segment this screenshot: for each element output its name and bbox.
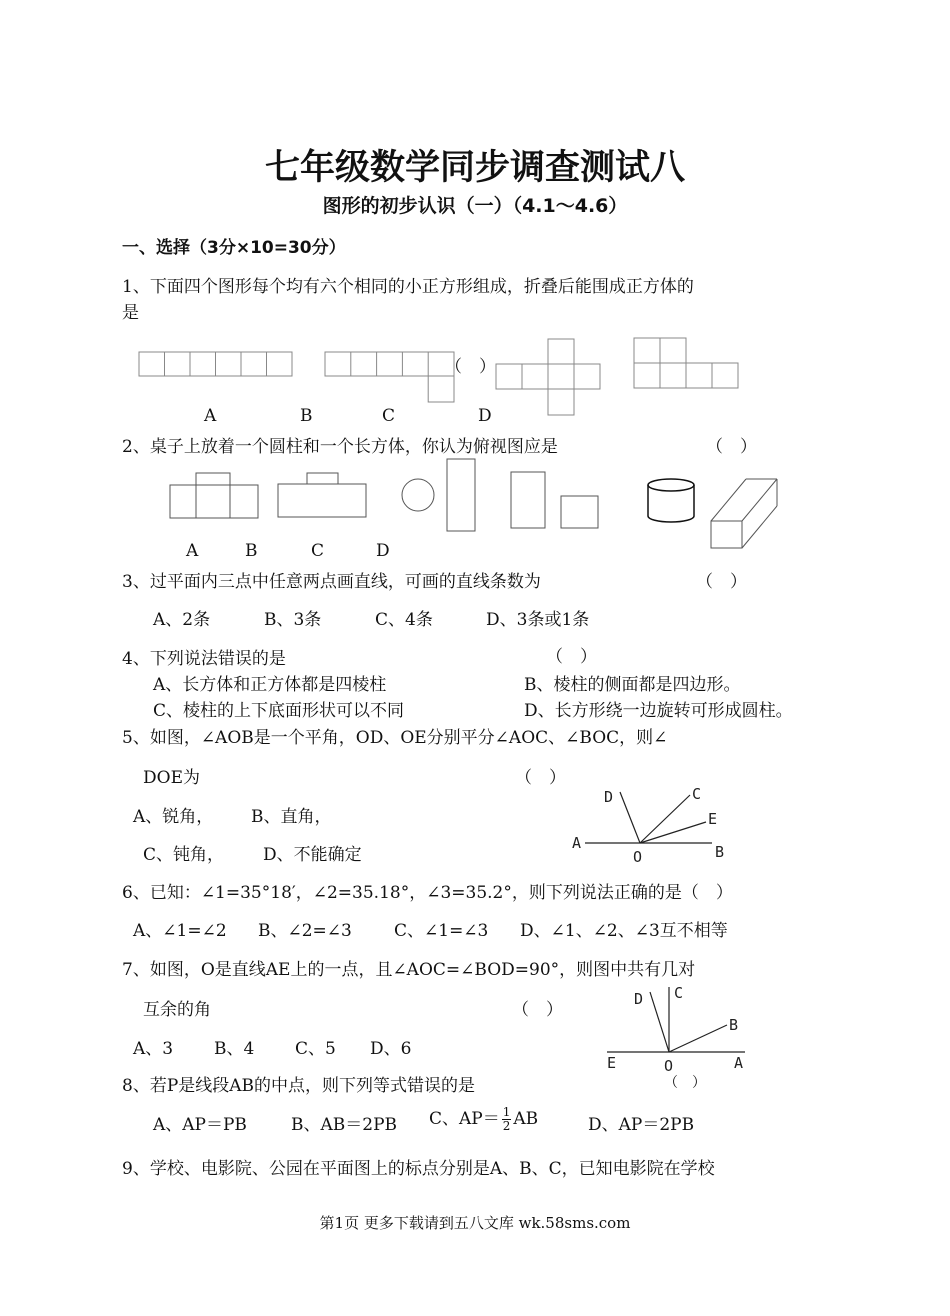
ray-od bbox=[650, 992, 669, 1052]
q5-fig-label-e: E bbox=[708, 810, 718, 828]
page-footer: 第1页 更多下载请到五八文库 wk.58sms.com bbox=[319, 1214, 631, 1232]
question-5-text: 5、如图，∠AOB是一个平角，OD、OE分别平分∠AOC、∠BOC，则∠ bbox=[122, 728, 668, 748]
q8-option-d: D、AP＝2PB bbox=[588, 1115, 695, 1135]
page-subtitle: 图形的初步认识（一）（4.1～4.6） bbox=[322, 195, 628, 217]
fraction-one-half bbox=[502, 1106, 512, 1133]
q7-fig-label-o: O bbox=[664, 1057, 674, 1075]
q7-answer-paren: （ ） bbox=[512, 1000, 563, 1020]
q3-option-c: C、4条 bbox=[375, 610, 433, 630]
q5-fig-label-c: C bbox=[692, 785, 702, 803]
question-7-text: 7、如图，O是直线AE上的一点，且∠AOC=∠BOD=90°，则图中共有几对 bbox=[122, 960, 696, 980]
q2-label-a: A bbox=[186, 541, 199, 561]
q6-option-b: B、∠2=∠3 bbox=[258, 921, 352, 941]
question-5-text-cont: DOE为 bbox=[143, 768, 200, 788]
q2-label-c: C bbox=[311, 541, 325, 561]
q8-option-a: A、AP＝PB bbox=[153, 1115, 247, 1135]
q3-answer-paren: （ ） bbox=[696, 572, 747, 592]
question-4-text: 4、下列说法错误的是 bbox=[122, 649, 286, 669]
q8-option-c bbox=[429, 1104, 538, 1133]
q7-fig-label-b: B bbox=[729, 1016, 739, 1034]
q7-fig-label-d: D bbox=[634, 990, 644, 1008]
q2-label-b: B bbox=[245, 541, 258, 561]
question-9-text: 9、学校、电影院、公园在平面图上的标点分别是A、B、C，已知电影院在学校 bbox=[122, 1159, 715, 1179]
q7-fig-label-a: A bbox=[734, 1054, 744, 1072]
question-3-text: 3、过平面内三点中任意两点画直线，可画的直线条数为 bbox=[122, 572, 541, 592]
q3-option-b: B、3条 bbox=[264, 610, 322, 630]
q2-label-d: D bbox=[376, 541, 390, 561]
q2-answer-paren: （ ） bbox=[706, 437, 757, 457]
q7-fig-label-e: E bbox=[607, 1054, 617, 1072]
section-heading: 一、选择（3分×10=30分） bbox=[122, 238, 346, 258]
question-2-text: 2、桌子上放着一个圆柱和一个长方体，你认为俯视图应是 bbox=[122, 437, 558, 457]
q5-option-c: C、钝角， bbox=[143, 845, 225, 865]
question-6-text: 6、已知：∠1=35°18′，∠2=35.18°，∠3=35.2°，则下列说法正确的是（ ） bbox=[122, 883, 733, 903]
q5-option-d: D、不能确定 bbox=[263, 845, 362, 865]
q4-answer-paren: （ ） bbox=[546, 647, 597, 667]
q5-answer-paren: （ ） bbox=[515, 768, 566, 788]
q4-option-b: B、棱柱的侧面都是四边形。 bbox=[524, 675, 741, 695]
q8-answer-paren: （ ） bbox=[664, 1075, 706, 1091]
q5-fig-label-o: O bbox=[633, 848, 643, 866]
fraction-numerator: 1 bbox=[502, 1105, 511, 1119]
q5-fig-label-b: B bbox=[715, 843, 725, 861]
question-1-text: 1、下面四个图形每个均有六个相同的小正方形组成，折叠后能围成正方体的 bbox=[122, 277, 694, 297]
question-7-text-cont: 互余的角 bbox=[143, 1000, 211, 1020]
q4-option-c: C、棱柱的上下底面形状可以不同 bbox=[153, 701, 405, 721]
q7-option-d: D、6 bbox=[370, 1039, 412, 1059]
q1-label-c: C bbox=[382, 406, 396, 426]
q5-option-b: B、直角， bbox=[251, 807, 332, 827]
q5-fig-label-d: D bbox=[604, 788, 614, 806]
q7-option-c: C、5 bbox=[295, 1039, 336, 1059]
q6-option-a: A、∠1=∠2 bbox=[133, 921, 227, 941]
q3-option-a: A、2条 bbox=[153, 610, 211, 630]
q7-fig-label-c: C bbox=[674, 984, 684, 1002]
q5-option-a: A、锐角， bbox=[133, 807, 214, 827]
q5-fig-label-a: A bbox=[572, 834, 582, 852]
q1-label-b: B bbox=[300, 406, 313, 426]
q4-option-d: D、长方形绕一边旋转可形成圆柱。 bbox=[524, 701, 793, 721]
fraction-denominator: 2 bbox=[502, 1119, 511, 1133]
ray-ob bbox=[669, 1025, 727, 1052]
question-1-text-cont: 是 bbox=[122, 303, 139, 323]
q1-label-d: D bbox=[478, 406, 492, 426]
q6-option-d: D、∠1、∠2、∠3互不相等 bbox=[520, 921, 728, 941]
page-title: 七年级数学同步调查测试八 bbox=[264, 148, 685, 188]
q8-option-c-suffix: AB bbox=[513, 1109, 539, 1129]
q7-option-b: B、4 bbox=[214, 1039, 255, 1059]
q1-label-a: A bbox=[204, 406, 217, 426]
q4-option-a: A、长方体和正方体都是四棱柱 bbox=[153, 675, 387, 695]
question-8-text: 8、若P是线段AB的中点，则下列等式错误的是 bbox=[122, 1076, 476, 1096]
q8-option-b: B、AB＝2PB bbox=[291, 1115, 398, 1135]
q6-option-c: C、∠1=∠3 bbox=[394, 921, 489, 941]
q3-option-d: D、3条或1条 bbox=[486, 610, 590, 630]
q7-option-a: A、3 bbox=[133, 1039, 174, 1059]
q8-option-c-prefix: C、AP＝ bbox=[429, 1109, 500, 1129]
q1-answer-paren: （ ） bbox=[445, 357, 496, 377]
